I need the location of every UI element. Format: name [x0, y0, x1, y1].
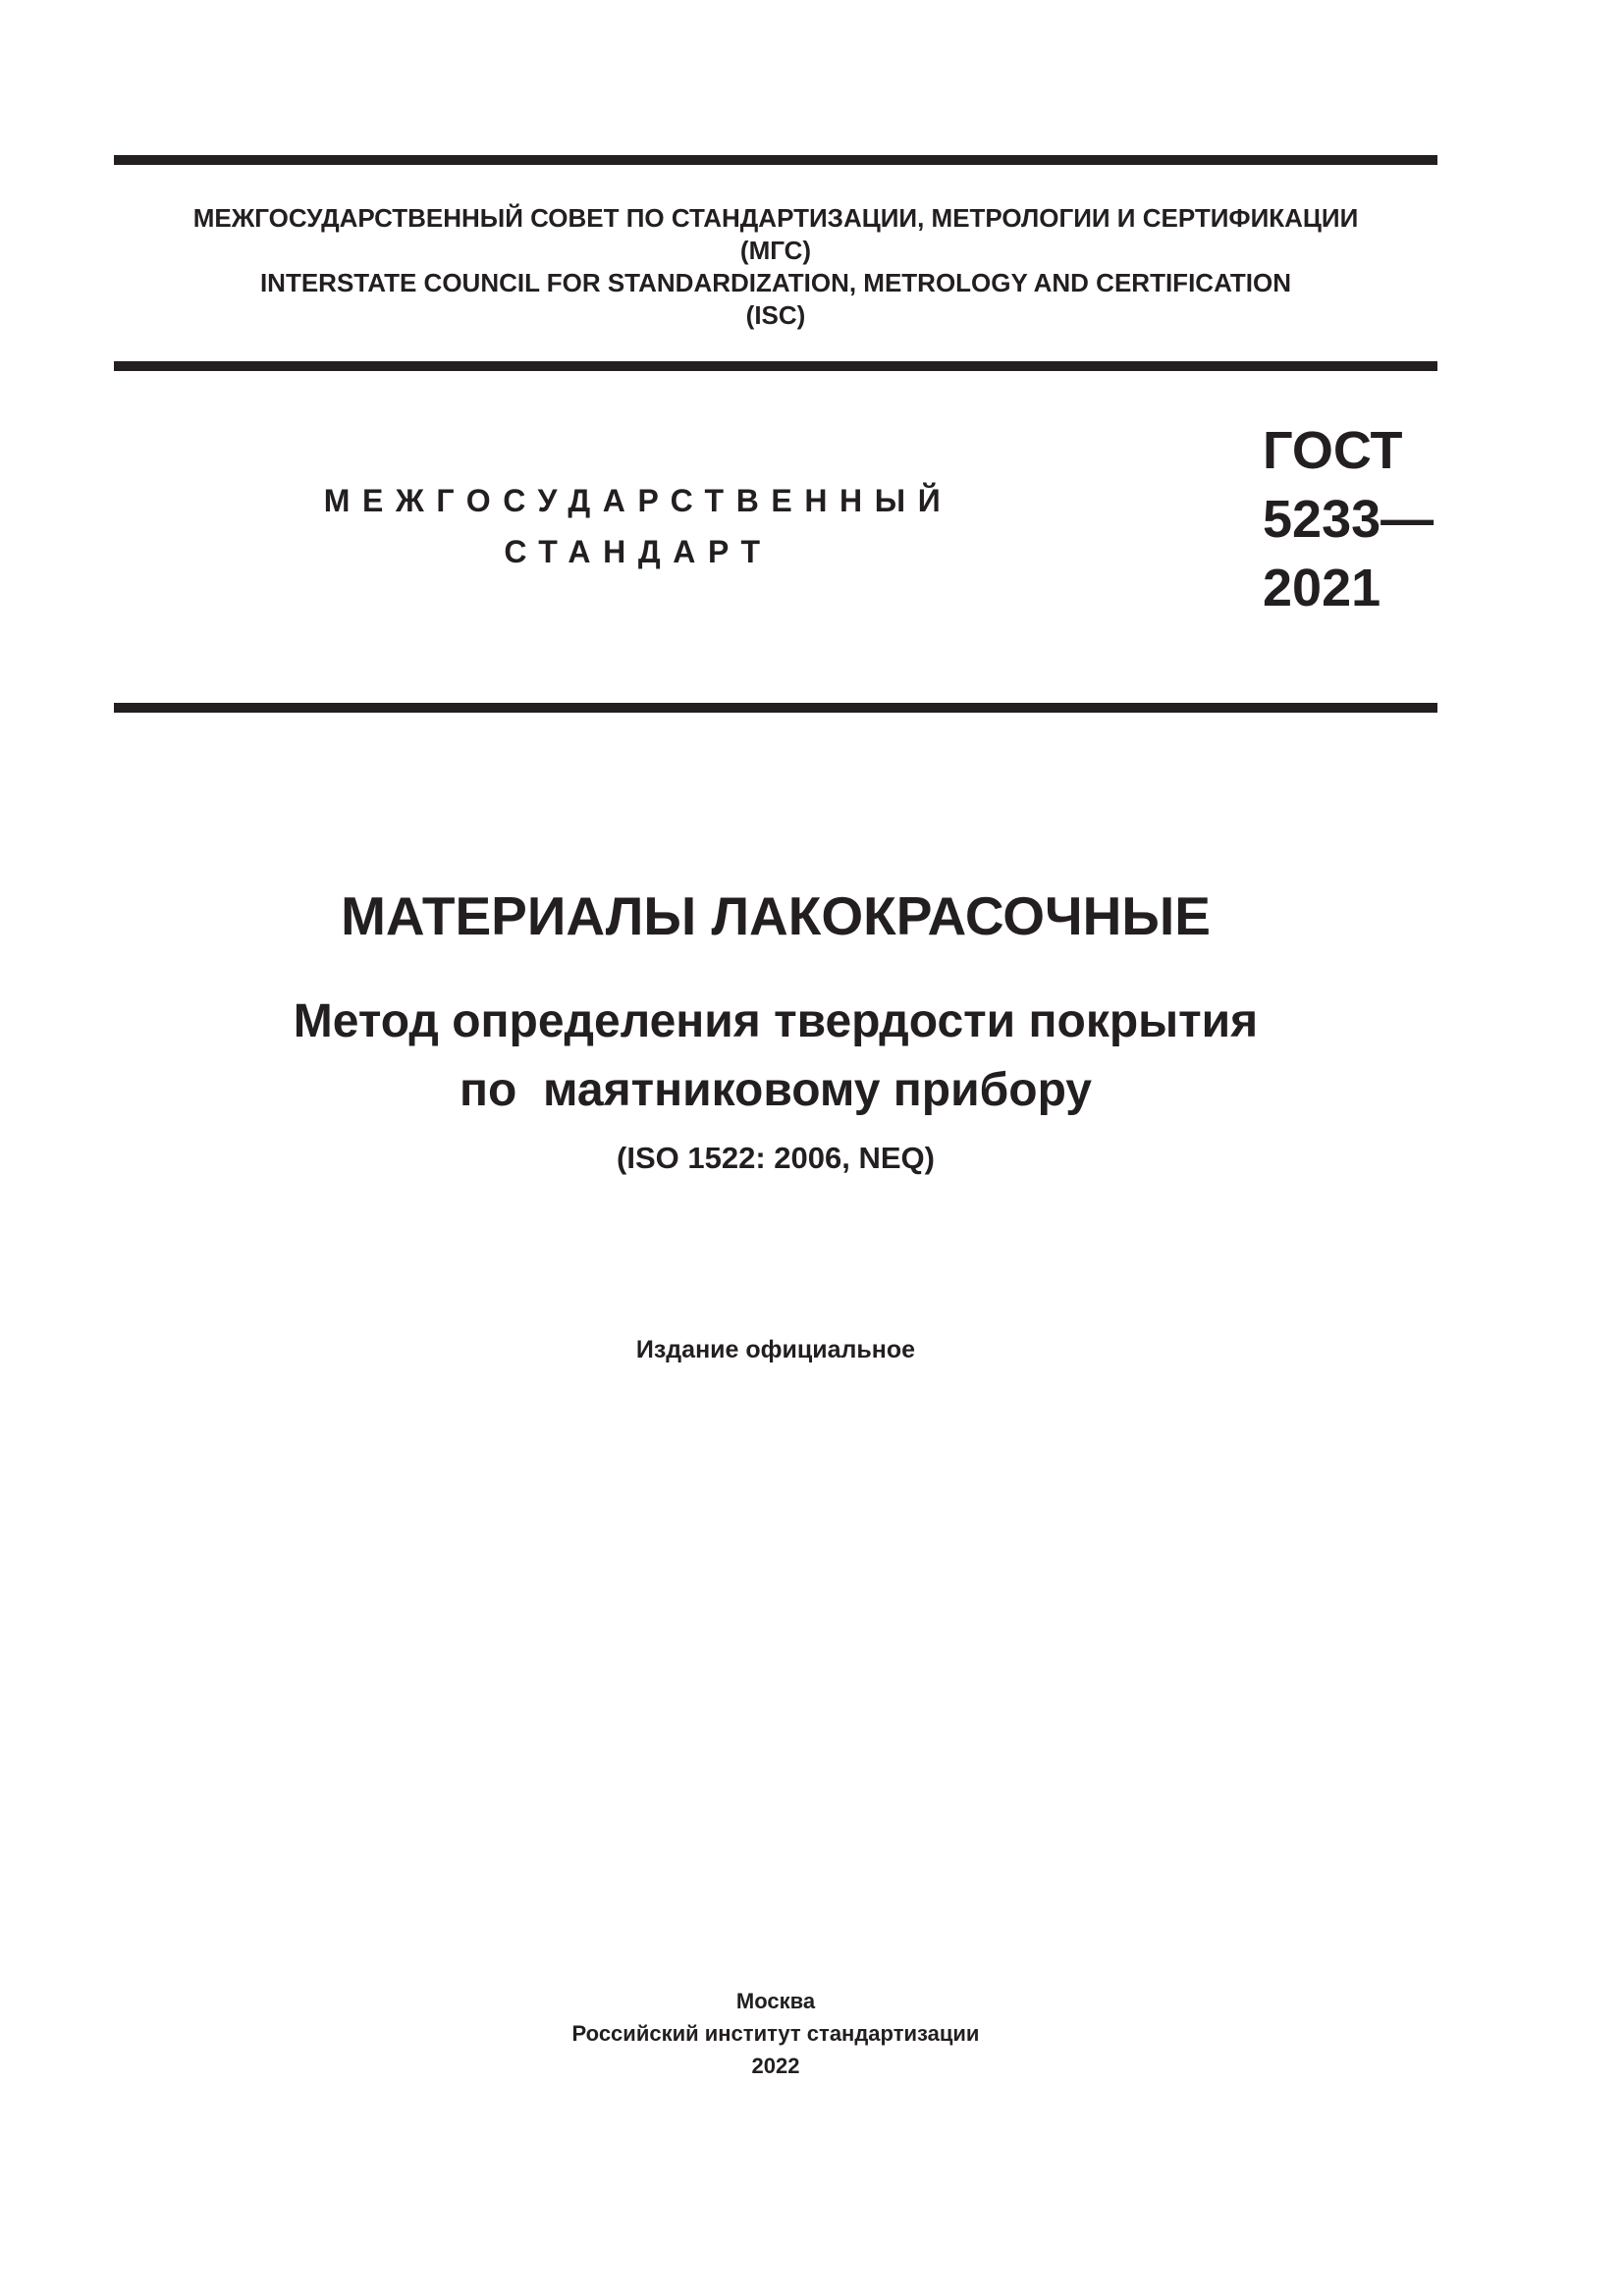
subtitle-line1: Метод определения твердости покрытия [293, 995, 1259, 1047]
header-divider [114, 361, 1437, 371]
council-name-ru: МЕЖГОСУДАРСТВЕННЫЙ СОВЕТ ПО СТАНДАРТИЗАЦИИ, МЕТРОЛОГИИ И СЕРТИФИКАЦИИ [192, 203, 1359, 233]
subtitle-line2: по маятниковому прибору [460, 1064, 1092, 1116]
imprint-year: 2022 [751, 2054, 800, 2078]
standard-type-label [196, 475, 1080, 577]
council-abbr-en: (ISC) [745, 300, 806, 330]
standard-code-prefix: ГОСТ [1263, 421, 1403, 480]
edition-note: Издание официальное [635, 1336, 916, 1363]
code-divider [114, 703, 1437, 713]
standard-code [1263, 416, 1434, 622]
standard-type-line2: СТАНДАРТ [504, 534, 773, 569]
top-divider [114, 155, 1437, 165]
iso-reference: (ISO 1522: 2006, NEQ) [617, 1141, 935, 1175]
imprint [114, 1985, 1437, 2082]
imprint-city: Москва [735, 1989, 816, 2013]
standard-code-year: 2021 [1263, 559, 1381, 617]
document-title: МАТЕРИАЛЫ ЛАКОКРАСОЧНЫЕ [341, 885, 1211, 946]
council-abbr-ru: (МГС) [739, 236, 812, 265]
council-name-en: INTERSTATE COUNCIL FOR STANDARDIZATION, METROLOGY AND CERTIFICATION [259, 268, 1292, 297]
standard-code-number: 5233— [1263, 490, 1435, 549]
council-header [114, 202, 1437, 332]
document-subtitle [114, 988, 1437, 1125]
imprint-publisher: Российский институт стандартизации [571, 2021, 980, 2046]
standard-type-line1: МЕЖГОСУДАРСТВЕННЫЙ [323, 483, 953, 518]
